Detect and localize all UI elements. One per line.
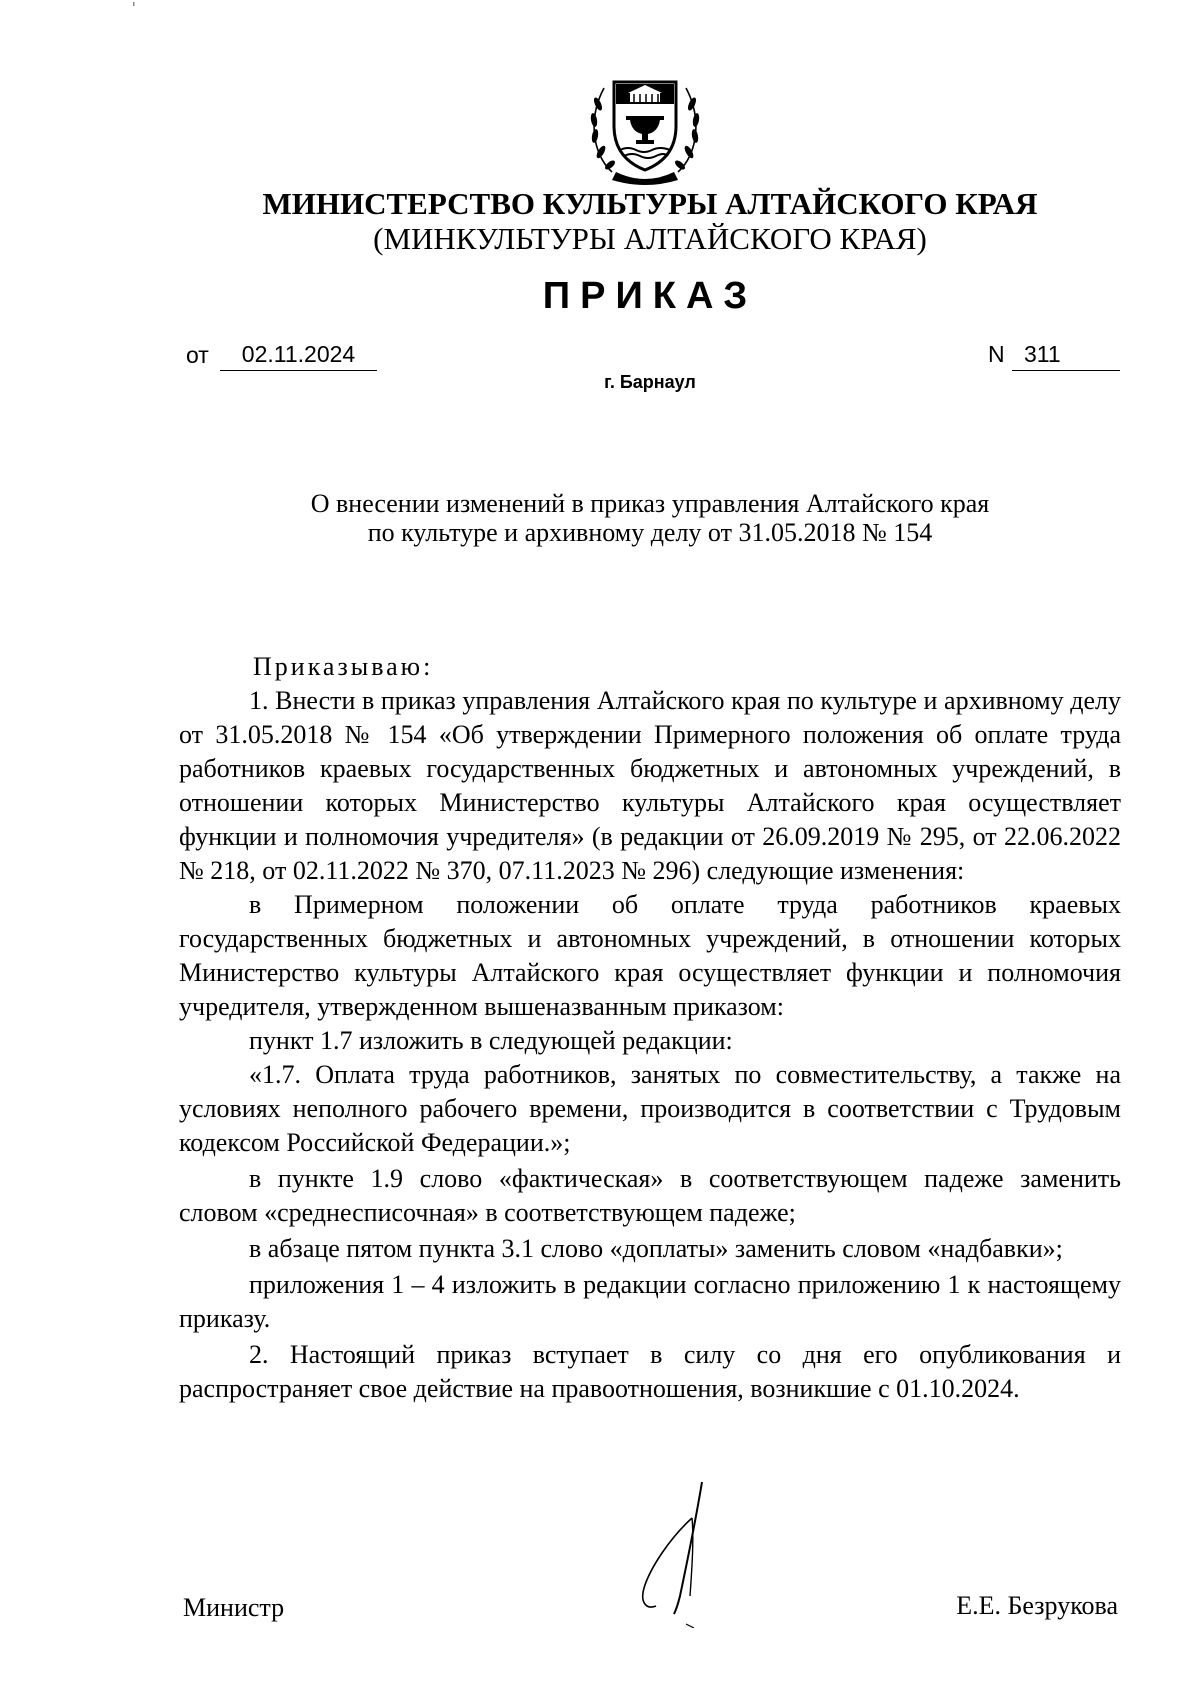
signatory-position: Министр	[183, 1593, 285, 1622]
coat-of-arms-emblem	[586, 60, 704, 188]
handwritten-signature	[630, 1478, 740, 1628]
paragraph-8: 2. Настоящий приказ вступает в силу со дня его опубликования и распространяет свое действие на правоотношения, возникшие с 01.10.2024.	[179, 1340, 1121, 1403]
signatory-name: Е.Е. Безрукова	[956, 1591, 1118, 1620]
number-prefix: N	[988, 341, 1005, 367]
paragraph-5: в пункте 1.9 слово «фактическая» в соответствующем падеже заменить словом «среднесписочная» в соответствующем падеже;	[179, 1164, 1121, 1227]
paragraph-2: в Примерном положении об оплате труда работников краевых государственных бюджетных и автономных учреждений, в отношении которых Министерство культуры Алтайского края осуществляет функции и полномочия учредителя, утвержденном вышеназванным приказом:	[179, 890, 1121, 1021]
subject-line-1: О внесении изменений в приказ управления Алтайского края	[310, 489, 990, 518]
paragraph-1: 1. Внести в приказ управления Алтайского края по культуре и архивному делу от 31.05.2018 № 154 «Об утверждении Примерного положения об оплате труда работников краевых государственных бюджетных и автономных учреждений, в отношении которых Министерство культуры Алтайского края осуществляет функции и полномочия учредителя» (в редакции от 26.09.2019 № 295, от 22.06.2022 № 218, от 02.11.2022 № 370, 07.11.2023 № 296) следующие изменения:	[179, 686, 1121, 885]
order-date: 02.11.2024	[220, 341, 377, 371]
ministry-short-name: (МИНКУЛЬТУРЫ АЛТАЙСКОГО КРАЯ)	[373, 221, 927, 256]
subject-line-2: по культуре и архивному делу от 31.05.2018 № 154	[367, 518, 933, 547]
order-body	[179, 650, 1121, 1406]
document-type-title: ПРИКАЗ	[542, 275, 758, 317]
order-number: 311	[1012, 341, 1120, 371]
ministry-name: МИНИСТЕРСТВО КУЛЬТУРЫ АЛТАЙСКОГО КРАЯ	[262, 186, 1038, 221]
paragraph-4: «1.7. Оплата труда работников, занятых по совместительству, а также на условиях неполного рабочего времени, производится в соответствии с Трудовым кодексом Российской Федерации.»;	[179, 1060, 1121, 1157]
order-intro: Приказываю:	[253, 652, 434, 681]
scan-speck	[132, 2, 136, 6]
city-name: г. Барнаул	[604, 372, 696, 392]
paragraph-6: в абзаце пятом пункта 3.1 слово «доплаты» заменить словом «надбавки»;	[249, 1234, 1063, 1263]
date-prefix: от	[186, 342, 209, 368]
paragraph-7: приложения 1 – 4 изложить в редакции согласно приложению 1 к настоящему приказу.	[179, 1270, 1121, 1333]
paragraph-3: пункт 1.7 изложить в следующей редакции:	[249, 1026, 733, 1055]
